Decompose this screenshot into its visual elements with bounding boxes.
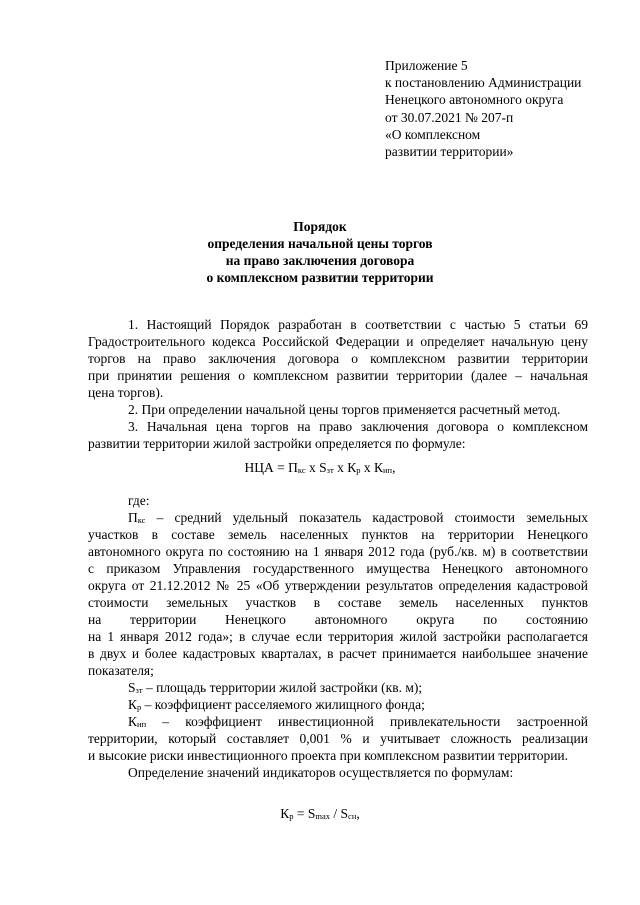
- definition-szt: $S_{зт}$ – площадь территории жилой застройки (кв. м);: [128, 680, 423, 695]
- title-line: о комплексном развитии территории: [206, 270, 434, 285]
- paragraph-2: 2. При определении начальной цены торгов применяется расчетный метод.: [128, 402, 561, 417]
- definition-pks-line: на 1 января 2012 года»; в случае если территория жилой застройки располагается: [88, 629, 588, 644]
- paragraph-1-line: при принятии решения о комплексном развитии территории (далее – начальная: [88, 368, 588, 383]
- definition-pks-line: округа от 21.12.2012 № 25 «Об утверждении результатов определения кадастровой: [88, 578, 588, 593]
- definition-pks-line: автономного округа по состоянию на 1 января 2012 года (руб./кв. м) в соответствии: [88, 544, 588, 559]
- document-title: [0, 218, 640, 286]
- where-label: где:: [128, 493, 150, 508]
- paragraph-3-line: 3. Начальная цена торгов на право заключения договора о комплексном: [128, 419, 588, 434]
- title-line: Порядок: [293, 219, 347, 234]
- formula-kr: $К_р = S_{max} / S_{сн}$,: [280, 806, 360, 821]
- definition-pks-line: с приказом Управления государственного имущества Ненецкого автономного: [88, 561, 588, 576]
- definition-pks: $П_{кс}$ – средний удельный показатель кадастровой стоимости земельных: [128, 510, 588, 525]
- header-line: Ненецкого автономного округа: [385, 92, 564, 108]
- definition-pks-line: в двух и более кадастровых кварталах, в расчет принимается наибольшее значение: [88, 646, 588, 661]
- paragraph-1-line: 1. Настоящий Порядок разработан в соответствии с частью 5 статьи 69: [128, 317, 588, 332]
- paragraph-3-line: развитии территории жилой застройки определяется по формуле:: [88, 436, 466, 451]
- header-line: Приложение 5: [385, 58, 468, 73]
- definition-pks-line: участков в составе земель населенных пунктов на территории Ненецкого: [88, 527, 588, 542]
- definition-pks-line: стоимости земельных участков в составе земель населенных пунктов: [88, 595, 588, 610]
- header-line: к постановлению Администрации: [385, 75, 582, 91]
- definition-kip: $К_{ип}$ – коэффициент инвестиционной привлекательности застроенной: [128, 714, 588, 729]
- header-line: от 30.07.2021 № 207-п: [385, 109, 514, 125]
- header-line: развитии территории»: [385, 144, 514, 160]
- title-line: на право заключения договора: [225, 253, 415, 268]
- appendix-header: [385, 57, 581, 160]
- definition-pks-line: показателя;: [88, 663, 154, 678]
- indicators-intro: Определение значений индикаторов осуществляется по формулам:: [128, 765, 514, 780]
- definition-pks-line: на территории Ненецкого автономного округа по состоянию: [88, 612, 588, 627]
- title-line: определения начальной цены торгов: [207, 236, 433, 251]
- definition-kip-line: и высокие риски инвестиционного проекта при комплексном развитии территории.: [88, 748, 569, 763]
- paragraph-1-line: торгов на право заключения договора о комплексном развитии территории: [88, 351, 588, 366]
- paragraph-1-line: Градостроительного кодекса Российской Федерации и определяет начальную цену: [88, 334, 588, 349]
- definition-kr: $К_р$ – коэффициент расселяемого жилищного фонда;: [128, 697, 425, 712]
- formula-nca: НЦА = $П_{кс}$ х $S_{зт}$ х $К_р$ х $К_{ип}$,: [244, 460, 396, 475]
- definition-kip-line: территории, который составляет 0,001 % и учитывает сложность реализации: [88, 731, 588, 746]
- paragraph-1-line: цена торгов).: [88, 385, 164, 400]
- header-line: «О комплексном: [385, 126, 481, 142]
